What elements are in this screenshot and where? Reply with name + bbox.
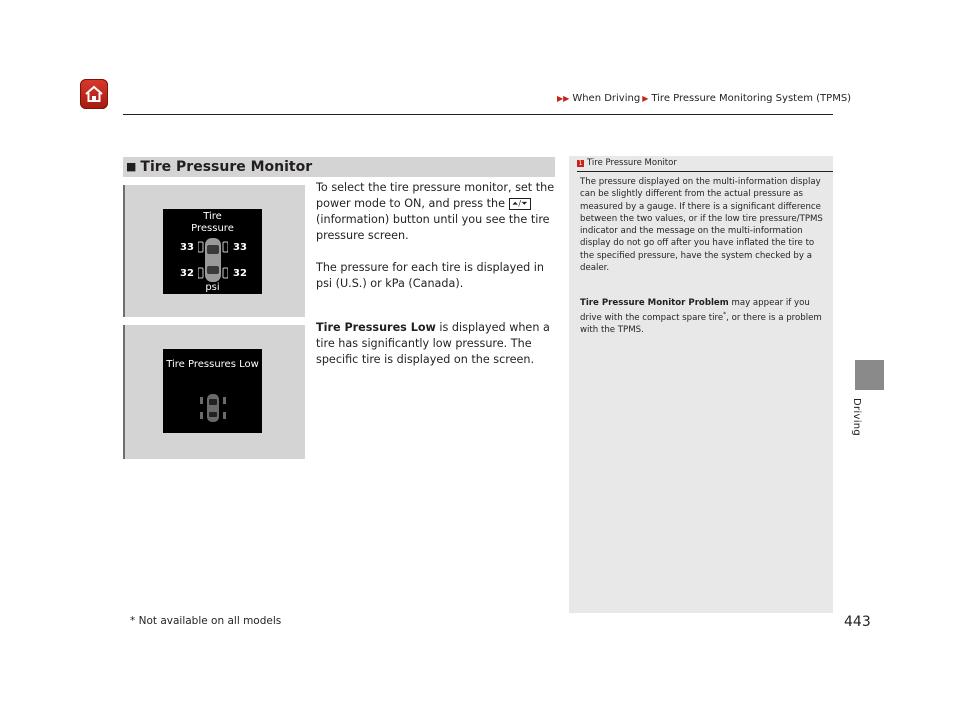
paragraph-units: The pressure for each tire is displayed in psi (U.S.) or kPa (Canada). <box>316 261 544 290</box>
section-square-icon: ■ <box>126 160 137 173</box>
low-display-title: Tire Pressures Low <box>166 359 259 370</box>
paragraph-text: is displayed when a tire has significantly low pressure. The specific tire is displayed on the screen. <box>316 321 550 366</box>
footnote: * Not available on all models <box>130 615 282 627</box>
breadcrumb-item-tpms[interactable]: Tire Pressure Monitoring System (TPMS) <box>651 93 852 104</box>
car-top-view-icon <box>198 236 228 284</box>
section-heading <box>123 157 555 177</box>
page-number: 443 <box>844 614 871 630</box>
paragraph-low-pressure <box>316 320 561 368</box>
term-tire-pressures-low: Tire Pressures Low <box>316 321 436 334</box>
chapter-label: Driving <box>851 398 862 437</box>
note-text: may appear if you drive with the compact spare tire <box>580 298 810 324</box>
note-paragraph-1: The pressure displayed on the multi-information display can be slightly different from the actual pressure as measured by a gauge. If there is a significant difference between the two values, or if the low tire pressure/TPMS indicator and the message on the multi-information display do not go off after you have inflated the tire to the specified pressure, have the system checked by a dealer. <box>580 177 823 274</box>
display-title-line1: Tire <box>203 211 222 222</box>
breadcrumb-arrow-icon: ▶▶ <box>557 94 570 103</box>
pressure-unit: psi <box>205 282 220 293</box>
chapter-tab[interactable] <box>855 360 884 390</box>
display-title-line2: Pressure <box>191 223 234 234</box>
header-divider <box>123 114 833 115</box>
term-tpm-problem: Tire Pressure Monitor Problem <box>580 298 729 308</box>
home-button[interactable] <box>80 79 108 109</box>
front-right-pressure: 33 <box>233 242 247 253</box>
car-low-tire-icon <box>199 393 227 423</box>
front-left-pressure: 33 <box>180 242 194 253</box>
rear-right-pressure: 32 <box>233 268 247 279</box>
breadcrumb-item-when-driving[interactable]: When Driving <box>572 93 641 104</box>
note-reference-icon: 1 <box>578 160 583 167</box>
info-button-icon: ⏶/⏷ <box>509 198 531 210</box>
note-paragraph-2 <box>580 297 828 337</box>
paragraph-select-monitor <box>316 180 561 244</box>
note-header <box>577 158 833 172</box>
rear-left-pressure: 32 <box>180 268 194 279</box>
home-icon <box>84 85 104 103</box>
footnote-marker[interactable]: * <box>723 311 727 319</box>
note-header-title: Tire Pressure Monitor <box>587 158 677 168</box>
tire-pressure-display <box>163 209 262 294</box>
tire-pressures-low-display <box>163 349 262 433</box>
breadcrumb <box>557 93 851 104</box>
breadcrumb-arrow-icon: ▶ <box>642 94 649 103</box>
section-title: Tire Pressure Monitor <box>140 159 313 175</box>
note-text: , or there is a problem with the TPMS. <box>580 313 822 336</box>
paragraph-text: (information) button until you see the tire pressure screen. <box>316 213 550 242</box>
paragraph-text: To select the tire pressure monitor, set the power mode to ON, and press the <box>316 181 555 210</box>
